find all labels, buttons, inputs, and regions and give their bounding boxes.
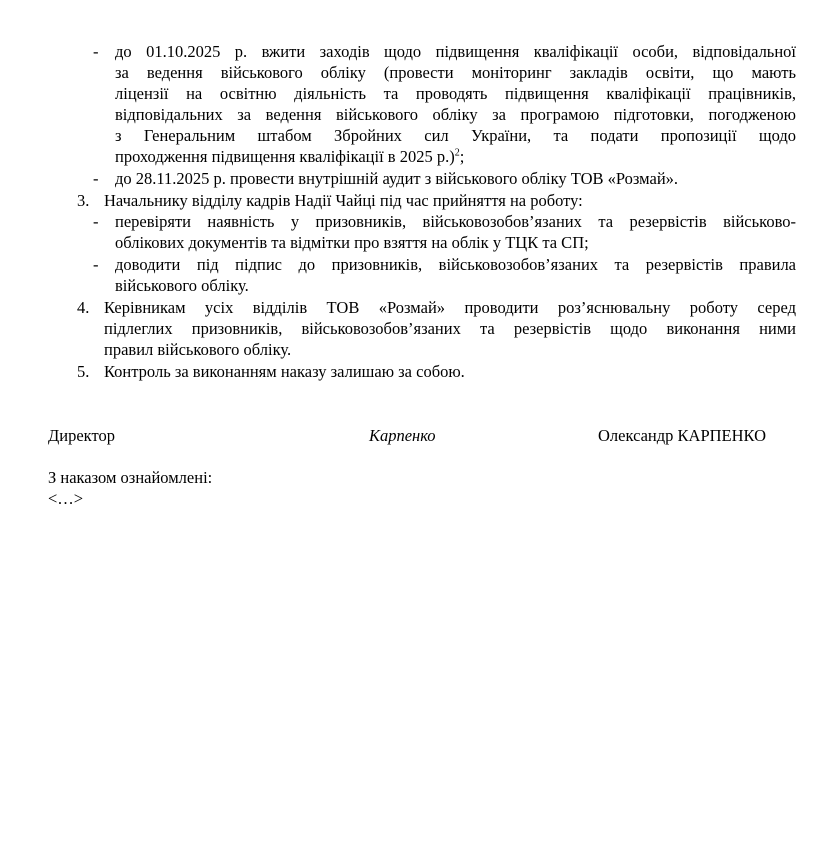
text-line: правил військового обліку.	[104, 340, 292, 359]
bullet-marker: -	[93, 169, 99, 188]
text-line: перевіряти наявність у призовників, військовозобов’язаних та резервістів військово-	[115, 212, 796, 231]
item-5-text	[104, 361, 796, 382]
acknowledgement-placeholder: <…>	[48, 489, 84, 508]
item-number: 5.	[77, 362, 90, 381]
text-segment: ;	[459, 147, 465, 166]
item-number: 4.	[77, 298, 90, 317]
text-segment: проходження підвищення кваліфікації в 2025 р.)	[115, 147, 455, 166]
text-line: Начальнику відділу кадрів Надії Чайці під час прийняття на роботу:	[104, 191, 583, 210]
text-line: ліцензії на освітню діяльність та проводять підвищення кваліфікації працівників,	[115, 84, 796, 103]
text-line: доводити під підпис до призовників, військовозобов’язаних та резервістів правила	[115, 255, 796, 274]
item-number: 3.	[77, 191, 90, 210]
text-line: за ведення військового обліку (провести моніторинг закладів освіти, що мають	[115, 63, 796, 82]
item-3-text	[104, 190, 796, 211]
text-line: військового обліку.	[115, 276, 249, 295]
text-line-with-footnote	[115, 146, 796, 167]
text-line: до 28.11.2025 р. провести внутрішній аудит з військового обліку ТОВ «Розмай».	[115, 169, 679, 188]
text-line: Керівникам усіх відділів ТОВ «Розмай» проводити роз’яснювальну роботу серед	[104, 298, 796, 317]
signature: Карпенко	[369, 426, 436, 445]
bullet-marker: -	[93, 212, 99, 231]
bullet-item-check-documents	[115, 211, 796, 253]
text-line: підлеглих призовників, військовозобов’язаних та резервістів щодо виконання ними	[104, 319, 796, 338]
bullet-item-qualification	[115, 41, 796, 167]
text-line: Контроль за виконанням наказу залишаю за собою.	[104, 362, 465, 381]
text-line: відповідальних за ведення військового обліку за програмою підготовки, погодженою	[115, 105, 796, 124]
signatory-name: Олександр КАРПЕНКО	[598, 426, 767, 445]
footnote-reference: 2	[454, 147, 460, 159]
acknowledgement-label: З наказом ознайомлені:	[48, 468, 213, 487]
text-line: облікових документів та відмітки про взяття на облік у ТЦК та СП;	[115, 233, 589, 252]
item-4-text	[104, 297, 796, 360]
text-line: до 01.10.2025 р. вжити заходів щодо підвищення кваліфікації особи, відповідальної	[115, 42, 796, 61]
signatory-position: Директор	[48, 426, 115, 445]
bullet-item-inform-rules	[115, 254, 796, 296]
bullet-marker: -	[93, 255, 99, 274]
bullet-marker: -	[93, 42, 99, 61]
bullet-item-audit	[115, 168, 796, 189]
text-line: з Генеральним штабом Збройних сил України, та подати пропозиції щодо	[115, 126, 796, 145]
